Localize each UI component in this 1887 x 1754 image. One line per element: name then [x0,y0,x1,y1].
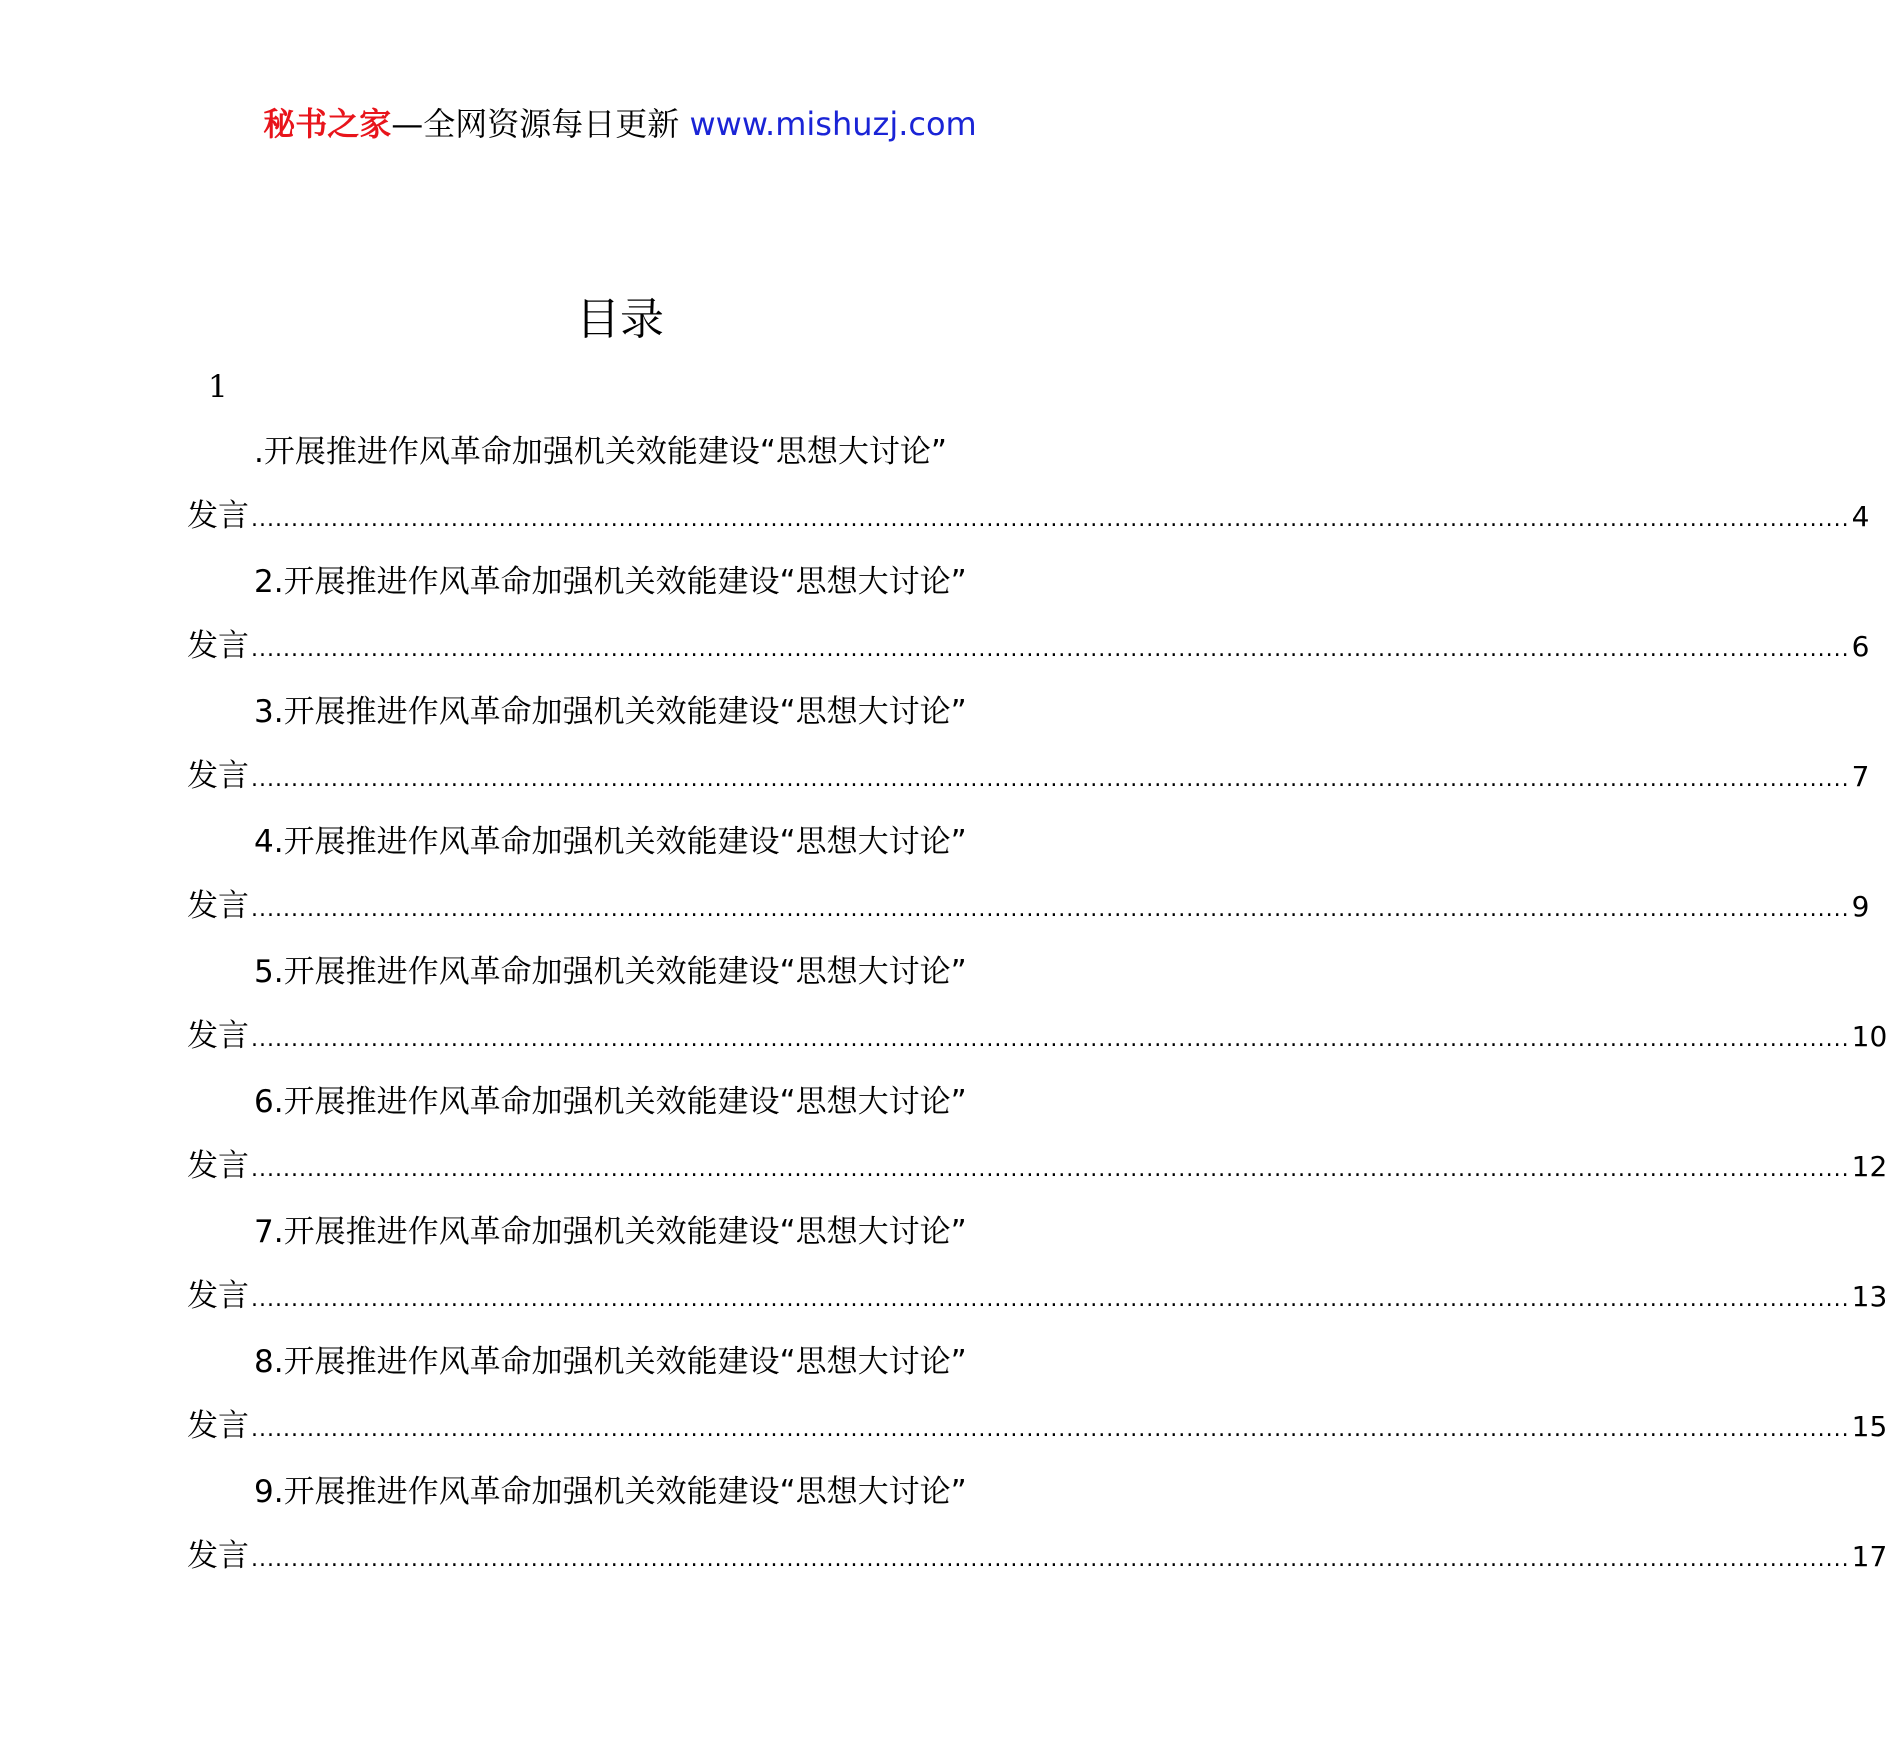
toc-entry-tail: 发言 [187,1148,249,1184]
dot-leader: ........................................................................................................................................................................................................ [251,1157,1850,1182]
dot-leader: ........................................................................................................................................................................................................ [251,507,1850,532]
brand-name: 秘书之家 [263,105,392,143]
toc-entry[interactable] [187,1460,1887,1590]
site-link[interactable]: www.mishuzj.com [689,105,977,143]
table-of-contents [187,420,1887,1590]
toc-entry-line [187,1264,1887,1330]
toc-entry-tail: 发言 [187,1408,249,1444]
toc-entry-title: 5.开展推进作风革命加强机关效能建设“思想大讨论” [254,954,967,990]
dot-leader: ........................................................................................................................................................................................................ [251,897,1850,922]
toc-entry-line [187,614,1870,680]
toc-entry-tail: 发言 [187,628,249,664]
header-tagline: —全网资源每日更新 [391,105,680,143]
toc-page-number: 6 [1851,630,1870,663]
dot-leader: ........................................................................................................................................................................................................ [251,1287,1850,1312]
toc-entry-line [187,1004,1887,1070]
toc-entry-line [187,1394,1887,1460]
toc-page-number: 9 [1851,890,1870,923]
toc-page-number: 17 [1851,1540,1887,1573]
toc-entry-tail: 发言 [187,1538,249,1574]
toc-page-number: 7 [1851,760,1870,793]
dot-leader: ........................................................................................................................................................................................................ [251,1547,1850,1572]
toc-entry-title: 2.开展推进作风革命加强机关效能建设“思想大讨论” [254,564,967,600]
toc-entry[interactable] [187,810,1870,940]
toc-entry-tail: 发言 [187,498,249,534]
toc-entry-title: 3.开展推进作风革命加强机关效能建设“思想大讨论” [254,694,967,730]
toc-entry[interactable] [187,1070,1887,1200]
toc-entry-title: 7.开展推进作风革命加强机关效能建设“思想大讨论” [254,1214,967,1250]
toc-page-number: 10 [1851,1020,1887,1053]
dot-leader: ........................................................................................................................................................................................................ [251,1027,1850,1052]
toc-entry-line [187,1134,1887,1200]
toc-entry-line [187,744,1870,810]
toc-entry-tail: 发言 [187,1278,249,1314]
toc-page-number: 13 [1851,1280,1887,1313]
dot-leader: ........................................................................................................................................................................................................ [251,1417,1850,1442]
page-title: 目录 [576,294,664,345]
lead-number: 1 [208,369,228,405]
toc-entry-line [187,1524,1887,1590]
toc-entry-title: 9.开展推进作风革命加强机关效能建设“思想大讨论” [254,1474,967,1510]
toc-page-number: 12 [1851,1150,1887,1183]
toc-entry-tail: 发言 [187,888,249,924]
toc-entry-tail: 发言 [187,1018,249,1054]
toc-entry[interactable] [187,550,1870,680]
toc-entry-title: 6.开展推进作风革命加强机关效能建设“思想大讨论” [254,1084,967,1120]
toc-entry-title: .开展推进作风革命加强机关效能建设“思想大讨论” [254,434,947,470]
toc-entry-title: 8.开展推进作风革命加强机关效能建设“思想大讨论” [254,1344,967,1380]
toc-entry-title: 4.开展推进作风革命加强机关效能建设“思想大讨论” [254,824,967,860]
dot-leader: ........................................................................................................................................................................................................ [251,637,1850,662]
page-header [0,100,1240,148]
toc-entry[interactable] [187,1330,1887,1460]
toc-entry-line [187,484,1870,550]
toc-page-number: 15 [1851,1410,1887,1443]
toc-entry-tail: 发言 [187,758,249,794]
toc-entry[interactable] [187,420,1870,550]
toc-entry[interactable] [187,680,1870,810]
toc-entry[interactable] [187,940,1887,1070]
toc-entry[interactable] [187,1200,1887,1330]
toc-page-number: 4 [1851,500,1870,533]
dot-leader: ........................................................................................................................................................................................................ [251,767,1850,792]
toc-entry-line [187,874,1870,940]
